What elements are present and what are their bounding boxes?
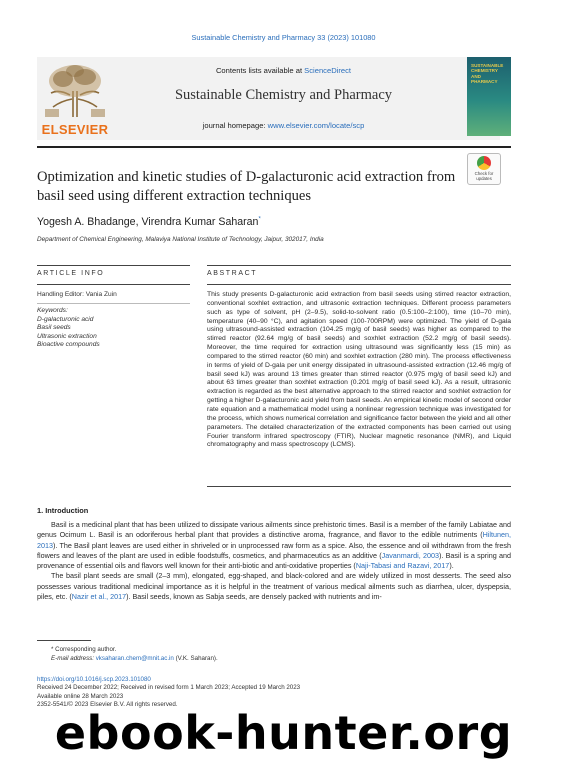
citation-link[interactable]: Naji-Tabasi and Razavi, 2017 <box>355 561 450 570</box>
intro-paragraph-2 <box>37 571 511 602</box>
journal-reference[interactable]: Sustainable Chemistry and Pharmacy 33 (2023) 101080 <box>191 33 376 42</box>
keywords-label: Keywords: <box>37 307 68 314</box>
citation-link[interactable]: Javanmardi, 2003 <box>381 550 439 560</box>
doi-link[interactable]: https://doi.org/10.1016/j.scp.2023.101080 <box>37 676 151 683</box>
handling-editor: Handling Editor: Vania Zuin <box>37 291 117 298</box>
elsevier-tree-icon <box>39 61 111 119</box>
footnotes <box>37 645 218 663</box>
cover-title: SUSTAINABLE CHEMISTRY AND PHARMACY <box>471 63 504 85</box>
keyword-item: Basil seeds <box>37 324 71 332</box>
corresponding-author-note: * Corresponding author. <box>51 646 117 653</box>
introduction-body <box>37 520 511 602</box>
abstract-text: This study presents D-galacturonic acid extraction from basil seeds using stirred reactor extraction, conventional soxhlet extraction, and ultrasonic extraction techniques. Different process parameters such as type of solvent, pH (2–9.5), solid-to-solvent ratio (0.5:100–2:100), time (10–70 min), temperature (40–90 °C), and agitation speed (100-700RPM) were optimized. The yield of D-gala using ultrasound-assisted extraction (104.25 mg/g of basil seeds) was higher as compared to the stirred reactor (92.64 mg/g of basil seeds) and soxhlet extraction (52.2 mg/g of basil seeds). Moreover, the time required for extraction using ultrasound was significantly less (15 min) as compared to the stirred reactor (60 min) and soxhlet extraction (280 min). The process effectiveness in terms of yield of D-gala per unit energy dissipated in ultrasound-assisted extraction (12.46 mg/g of basil seed kJ) was around 13 times greater than stirred reactor (0.975 mg/g of basil seed kJ) and about 63 times greater than soxhlet extraction (0.201 mg/g of basil seed kJ). As a result, ultrasonic extraction is regarded as the best alternative approach to the stirred reactor and soxhlet extraction for getting a higher D-galacturonic acid yield from basil seeds. An empirical kinetic model of second order rate equation and a mathematical model using a nonlinear regression technique was investigated for the process, which shows numerical correlation and significance factor between the yield and all other parameters. The detailed characterization of the extracted components has been carried out using Fourier transform infrared spectroscopy (FTIR), Nuclear magnetic resonance (NMR), and Liquid chromatography and mass spectroscopy (LCMS). <box>207 291 511 449</box>
affiliation: Department of Chemical Engineering, Malaviya National Institute of Technology, Jaipur, 302017, India <box>37 236 324 243</box>
check-for-updates-badge[interactable] <box>467 153 501 185</box>
homepage-line <box>120 121 447 130</box>
check-updates-label: Check for updates <box>474 171 494 181</box>
intro-paragraph-1 <box>37 520 511 571</box>
sciencedirect-link[interactable]: ScienceDirect <box>304 66 352 75</box>
received-dates: Received 24 December 2022; Received in revised form 1 March 2023; Accepted 19 March 2023 <box>37 684 301 692</box>
keyword-item: D-galacturonic acid <box>37 315 94 323</box>
abstract-rule-mid <box>207 284 511 285</box>
article-info-heading: ARTICLE INFO <box>37 270 105 277</box>
keywords-block <box>37 307 100 350</box>
keyword-item: Ultrasonic extraction <box>37 332 97 340</box>
article-title: Optimization and kinetic studies of D-galacturonic acid extraction from basil seed using different extraction techniques <box>37 169 456 204</box>
author-list <box>37 216 261 228</box>
check-updates-icon <box>477 156 491 170</box>
elsevier-wordmark: ELSEVIER <box>41 122 109 137</box>
keyword-item: Bioactive compounds <box>37 341 100 349</box>
homepage-link[interactable]: www.elsevier.com/locate/scp <box>267 121 365 130</box>
authors-names: Yogesh A. Bhadange, Virendra Kumar Saharan <box>37 216 259 228</box>
text-run: ). The Basil plant leaves are used either in shriveled or in unprocessed raw form as a spice. Also, the essence and oil withdrawn from the fresh flowers and leaves of the plant are used in edible foodstuffs, cosmetics, and pharmaceutics as an additive ( <box>37 540 511 560</box>
introduction-heading: 1. Introduction <box>37 506 89 515</box>
abstract-rule-bottom <box>207 486 511 487</box>
watermark: ebook-hunter.org <box>54 706 513 760</box>
contents-prefix: Contents lists available at <box>215 66 305 75</box>
email-link[interactable]: vksaharan.chem@mnit.ac.in <box>95 655 174 662</box>
homepage-prefix: journal homepage: <box>202 121 268 130</box>
header-divider <box>37 146 511 148</box>
text-run: ). Basil is a spring and provenance of essential oils and flavors well known for their anti-biotic and anti-oxidative properties ( <box>37 550 511 570</box>
citation-link[interactable]: Nazir et al., 2017 <box>71 591 127 601</box>
elsevier-logo[interactable] <box>37 61 113 135</box>
citation-link[interactable]: Hiltunen, 2013 <box>37 530 511 550</box>
journal-name: Sustainable Chemistry and Pharmacy <box>174 87 393 103</box>
article-info-rule-mid <box>37 284 190 285</box>
abstract-rule-top <box>207 265 511 266</box>
text-run: ). Basil seeds, known as Sabja seeds, are densely packed with nutrients and im- <box>126 591 382 601</box>
abstract-heading: ABSTRACT <box>207 270 258 277</box>
text-run: Basil is a medicinal plant that has been utilized to dissipate various ailments since prehistoric times. Basil is a member of the family Labiatae and genus Ocimum L. Basil is an odoriferous herbal plant that provides a distinctive aroma, fragrance, and flavor to the edible nutriments ( <box>37 520 511 540</box>
corresponding-author-mark[interactable]: * <box>258 216 261 223</box>
text-run: The basil plant seeds are small (2–3 mm), elongated, egg-shaped, and black-colored and are widely utilized in most desserts. The seed also possesses various traditional medicinal importance as it is helpful in the treatment of various medical ailments such as diarrhea, ulcer, dyspepsia, piles, etc. ( <box>37 571 511 601</box>
text-run: ). <box>449 561 454 570</box>
email-suffix: (V.K. Saharan). <box>173 655 218 662</box>
article-info-rule-top <box>37 265 190 266</box>
footnote-divider <box>37 640 91 641</box>
keywords-rule <box>37 303 190 304</box>
contents-line <box>120 66 447 75</box>
journal-cover-image[interactable] <box>467 57 511 136</box>
email-note <box>37 654 218 663</box>
copyright: 2352-5541/© 2023 Elsevier B.V. All rights reserved. <box>37 700 178 708</box>
email-label: E-mail address: <box>51 655 96 662</box>
available-online: Available online 28 March 2023 <box>37 692 124 700</box>
